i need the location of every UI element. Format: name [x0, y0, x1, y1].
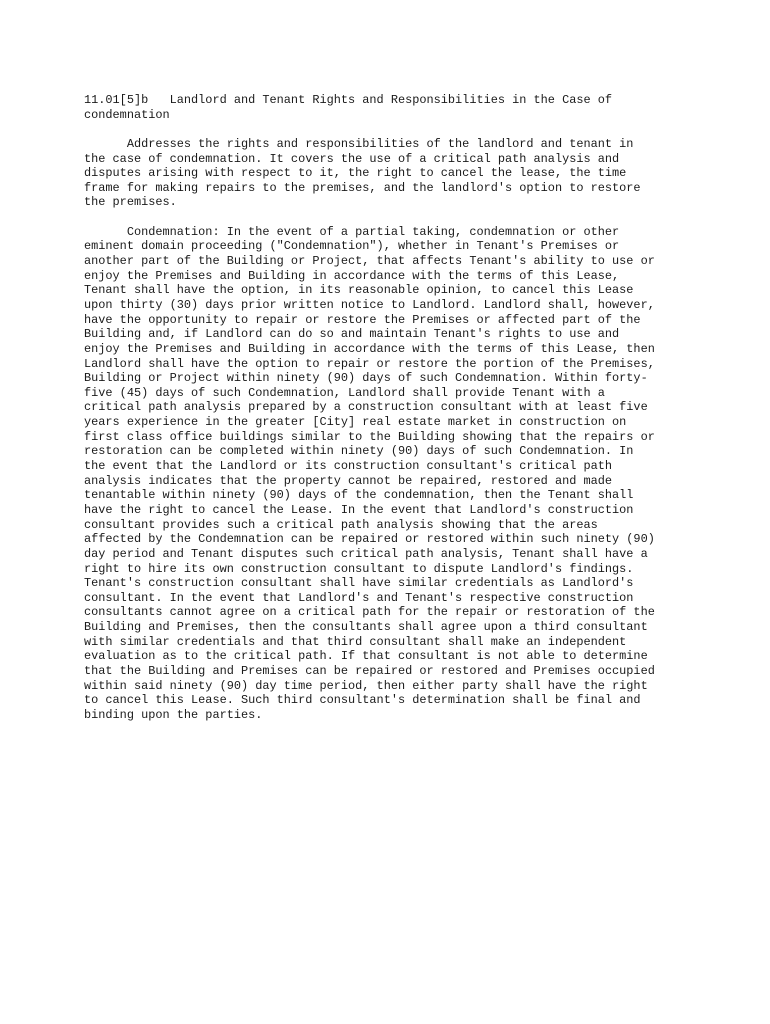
clause-line: Condemnation: In the event of a partial taking, condemnation or other: [84, 224, 620, 239]
clause-line: the event that the Landlord or its construction consultant's critical path: [84, 459, 613, 474]
clause-line: Landlord shall have the option to repair or restore the portion of the Premises,: [84, 356, 655, 371]
clause-line: Tenant shall have the option, in its reasonable opinion, to cancel this Lease: [84, 283, 634, 298]
clause-line: have the opportunity to repair or restore the Premises or affected part of the: [84, 312, 641, 327]
clause-line: restoration can be completed within ninety (90) days of such Condemnation. In: [84, 444, 634, 459]
clause-line: with similar credentials and that third consultant shall make an independent: [84, 634, 627, 649]
clause-line: first class office buildings similar to the Building showing that the repairs or: [84, 429, 655, 444]
clause-line: consultant. In the event that Landlord's and Tenant's respective construction: [84, 590, 634, 605]
paragraph-spacer: [84, 122, 694, 137]
clause-line: upon thirty (30) days prior written notice to Landlord. Landlord shall, however,: [84, 297, 655, 312]
clause-line: enjoy the Premises and Building in accordance with the terms of this Lease, then: [84, 341, 655, 356]
clause-line: Tenant's construction consultant shall have similar credentials as Landlord's: [84, 576, 634, 591]
summary-paragraph: [84, 137, 694, 210]
clause-line: another part of the Building or Project, that affects Tenant's ability to use or: [84, 254, 655, 269]
clause-line: consultants cannot agree on a critical path for the repair or restoration of the: [84, 605, 655, 620]
clause-line: affected by the Condemnation can be repaired or restored within such ninety (90): [84, 532, 655, 547]
clause-line: right to hire its own construction consultant to dispute Landlord's findings.: [84, 561, 634, 576]
clause-line: evaluation as to the critical path. If that consultant is not able to determine: [84, 649, 648, 664]
clause-line: critical path analysis prepared by a construction consultant with at least five: [84, 400, 648, 415]
summary-line: disputes arising with respect to it, the right to cancel the lease, the time: [84, 166, 627, 181]
summary-line: the case of condemnation. It covers the use of a critical path analysis and: [84, 151, 620, 166]
clause-line: day period and Tenant disputes such critical path analysis, Tenant shall have a: [84, 546, 648, 561]
clause-line: Building or Project within ninety (90) days of such Condemnation. Within forty-: [84, 371, 648, 386]
clause-line: to cancel this Lease. Such third consultant's determination shall be final and: [84, 693, 641, 708]
section-heading: [84, 93, 694, 122]
condemnation-clause: [84, 225, 694, 723]
clause-line: analysis indicates that the property cannot be repaired, restored and made: [84, 473, 613, 488]
summary-line: Addresses the rights and responsibilities of the landlord and tenant in: [84, 136, 634, 151]
clause-line: Building and Premises, then the consultants shall agree upon a third consultant: [84, 620, 648, 635]
clause-line: that the Building and Premises can be repaired or restored and Premises occupied: [84, 663, 655, 678]
document-body: [84, 93, 694, 723]
clause-line: years experience in the greater [City] real estate market in construction on: [84, 415, 627, 430]
clause-line: enjoy the Premises and Building in accordance with the terms of this Lease,: [84, 268, 620, 283]
clause-line: tenantable within ninety (90) days of the condemnation, then the Tenant shall: [84, 488, 634, 503]
clause-line: binding upon the parties.: [84, 707, 263, 722]
clause-line: have the right to cancel the Lease. In the event that Landlord's construction: [84, 502, 634, 517]
clause-line: eminent domain proceeding ("Condemnation"), whether in Tenant's Premises or: [84, 239, 620, 254]
clause-line: within said ninety (90) day time period, then either party shall have the right: [84, 678, 648, 693]
heading-line: 11.01[5]b Landlord and Tenant Rights and Responsibilities in the Case of: [84, 93, 613, 107]
summary-line: the premises.: [84, 195, 177, 210]
clause-line: five (45) days of such Condemnation, Landlord shall provide Tenant with a: [84, 385, 605, 400]
summary-line: frame for making repairs to the premises, and the landlord's option to restore: [84, 180, 641, 195]
heading-line: condemnation: [84, 107, 170, 122]
paragraph-spacer: [84, 210, 694, 225]
clause-line: Building and, if Landlord can do so and maintain Tenant's rights to use and: [84, 327, 620, 342]
clause-line: consultant provides such a critical path analysis showing that the areas: [84, 517, 598, 532]
